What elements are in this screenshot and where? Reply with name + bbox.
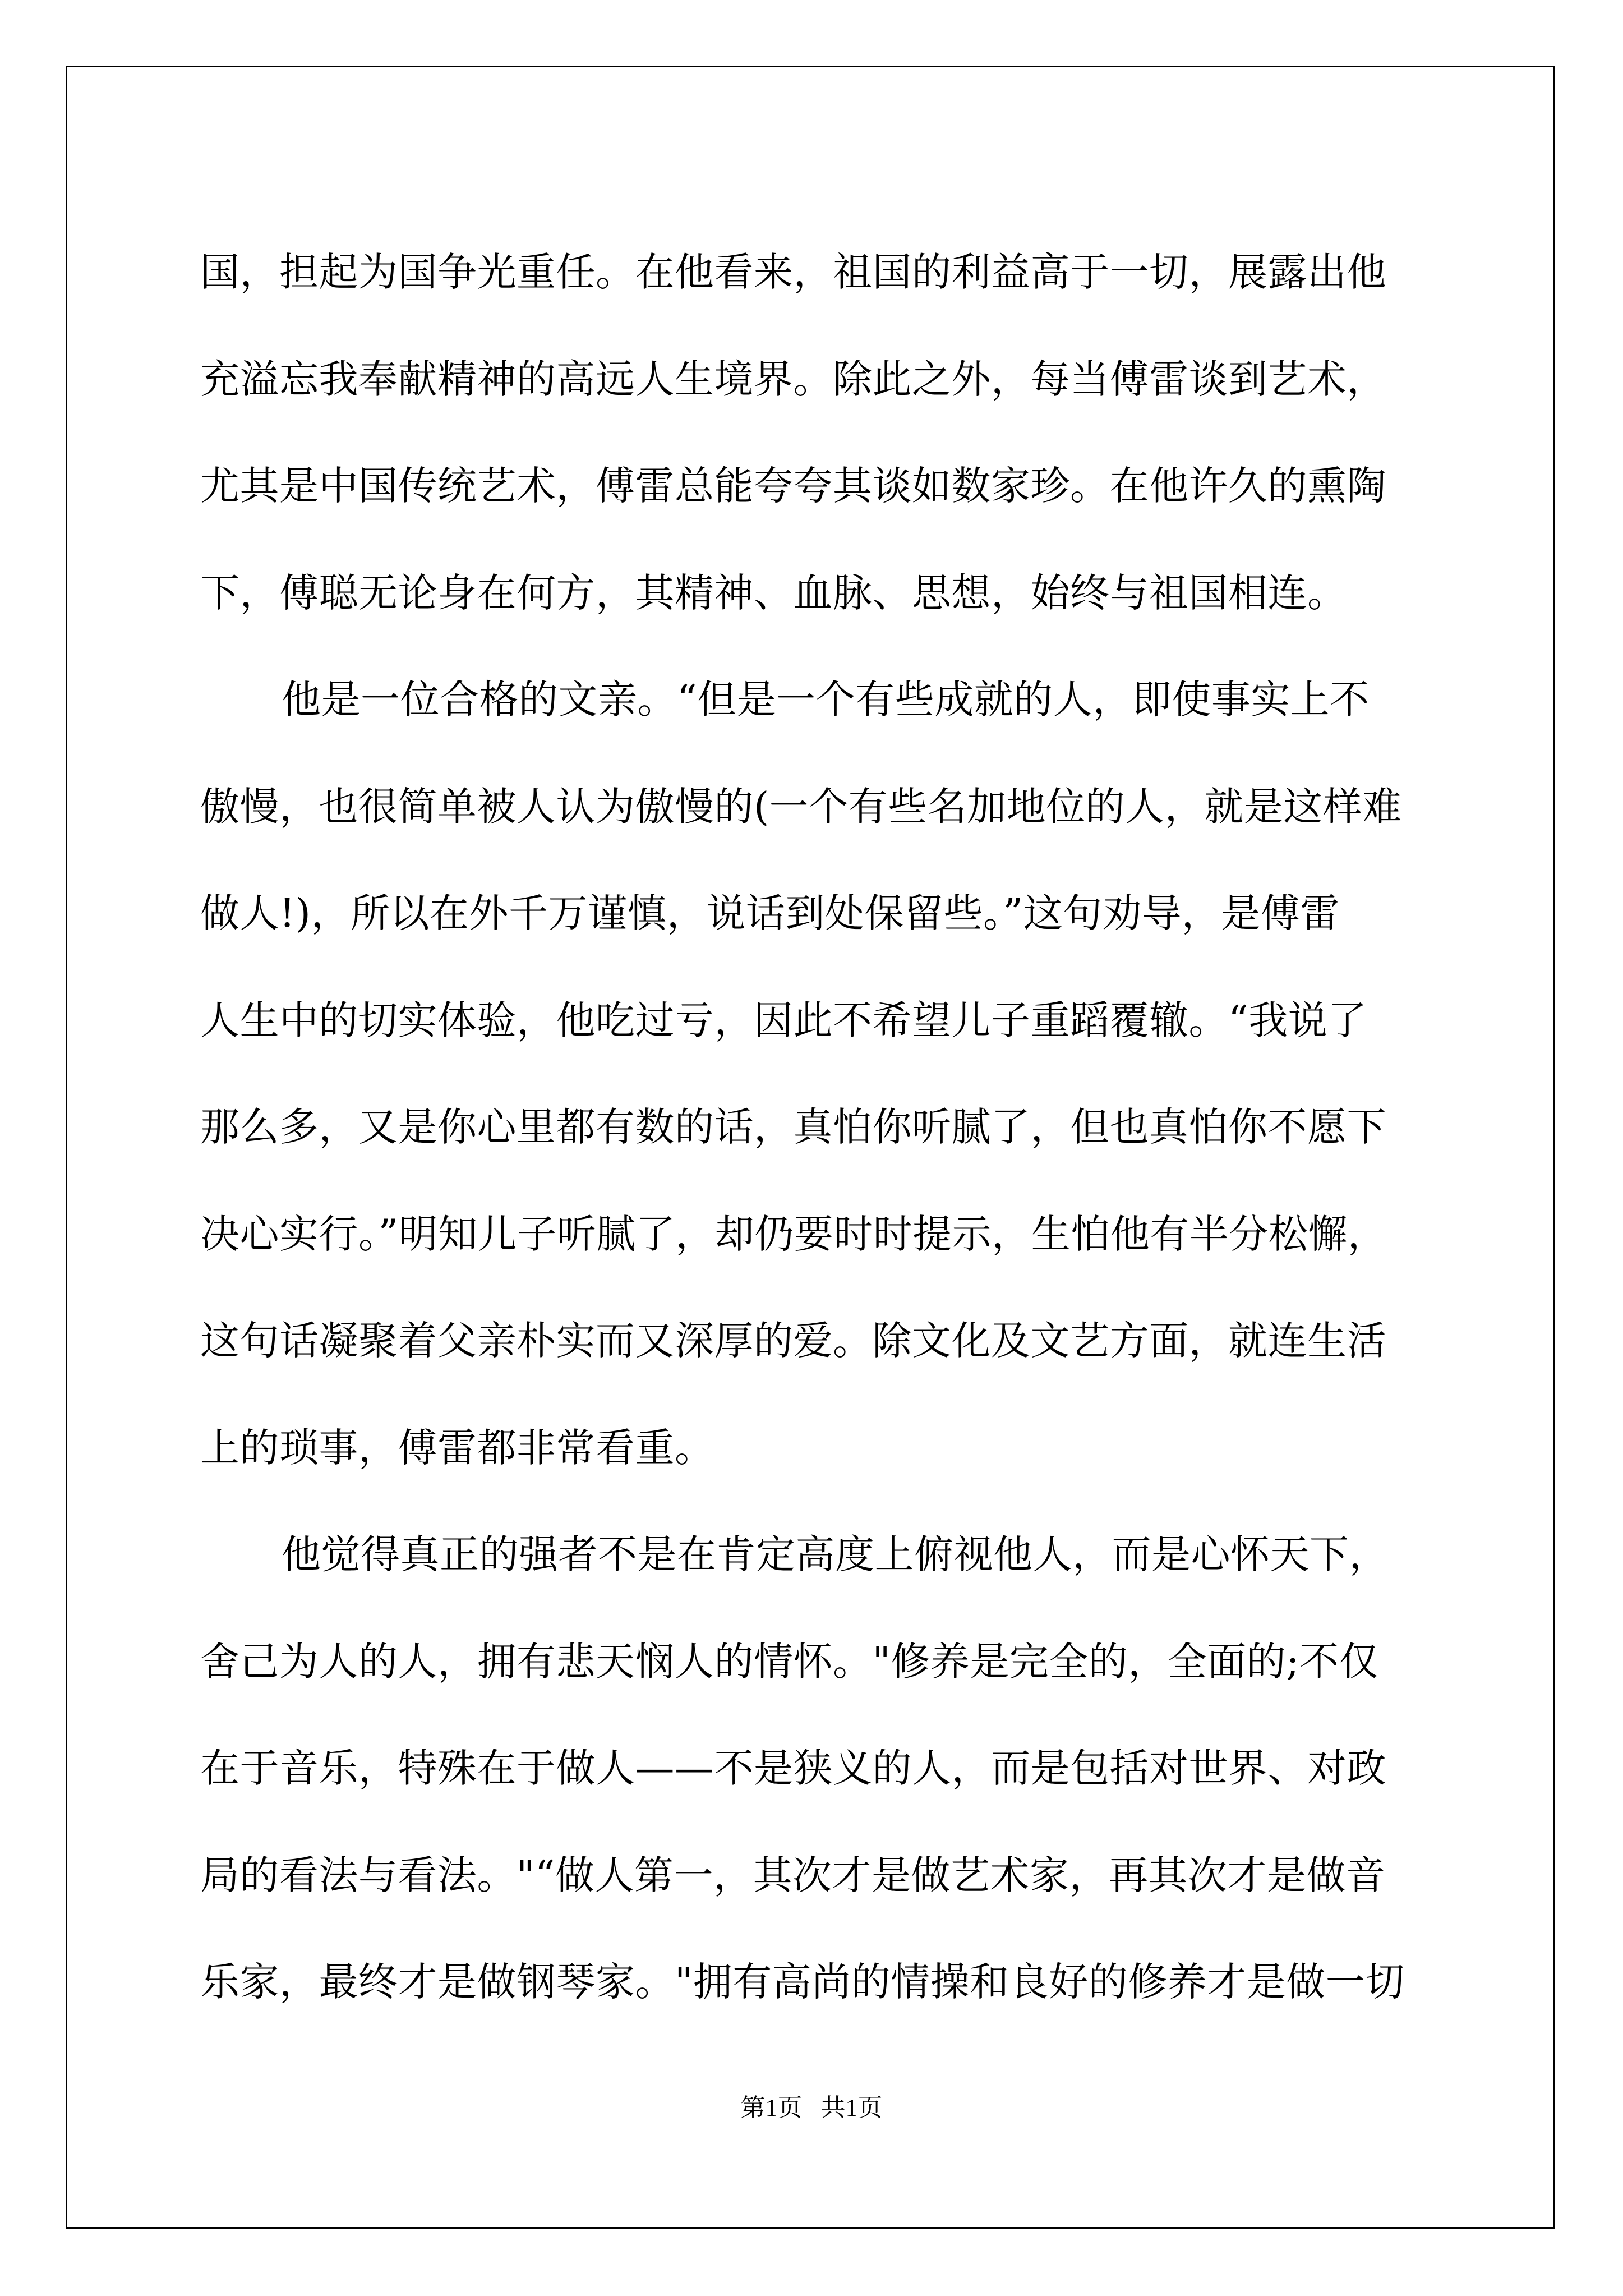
text-line: 他觉得真正的强者不是在肯定高度上俯视他人，而是心怀天下， bbox=[282, 1531, 1389, 1577]
text-line: 这句话凝聚着父亲朴实而又深厚的爱。除文化及文艺方面，就连生活 bbox=[200, 1318, 1386, 1364]
text-line: 尤其是中国传统艺术，傅雷总能夸夸其谈如数家珍。在他许久的熏陶 bbox=[200, 463, 1386, 509]
text-line: 在于音乐，特殊在于做人——不是狭义的人，而是包括对世界、对政 bbox=[200, 1745, 1386, 1791]
text-line: 他是一位合格的文亲。“但是一个有些成就的人，即使事实上不 bbox=[282, 677, 1370, 723]
document-body bbox=[200, 219, 1432, 2036]
text-line: 局的看法与看法。"“做人第一，其次才是做艺术家，再其次才是做音 bbox=[200, 1852, 1386, 1898]
text-line: 那么多，又是你心里都有数的话，真怕你听腻了，但也真怕你不愿下 bbox=[200, 1104, 1386, 1150]
text-line: 决心实行。”明知儿子听腻了，却仍要时时提示，生怕他有半分松懈， bbox=[200, 1211, 1387, 1257]
text-line: 做人!)，所以在外千万谨慎，说话到处保留些。”这句劝导，是傅雷 bbox=[200, 890, 1340, 936]
text-line: 人生中的切实体验，他吃过亏，因此不希望儿子重蹈覆辙。“我说了 bbox=[200, 997, 1367, 1043]
text-line: 下，傅聪无论身在何方，其精神、血脉、思想，始终与祖国相连。 bbox=[200, 569, 1347, 616]
text-line: 充溢忘我奉献精神的高远人生境界。除此之外，每当傅雷谈到艺术， bbox=[200, 356, 1386, 402]
page-footer: 第1页 共1页 bbox=[740, 2094, 883, 2122]
text-line: 乐家，最终才是做钢琴家。"拥有高尚的情操和良好的修养才是做一切 bbox=[200, 1959, 1405, 2005]
text-line: 国，担起为国争光重任。在他看来，祖国的利益高于一切，展露出他 bbox=[200, 249, 1386, 295]
text-line: 傲慢，也很简单被人认为傲慢的(一个有些名加地位的人，就是这样难 bbox=[200, 783, 1402, 830]
text-line: 上的琐事，傅雷都非常看重。 bbox=[200, 1424, 714, 1471]
text-line: 舍己为人的人，拥有悲天悯人的情怀。"修养是完全的，全面的;不仅 bbox=[200, 1638, 1379, 1685]
